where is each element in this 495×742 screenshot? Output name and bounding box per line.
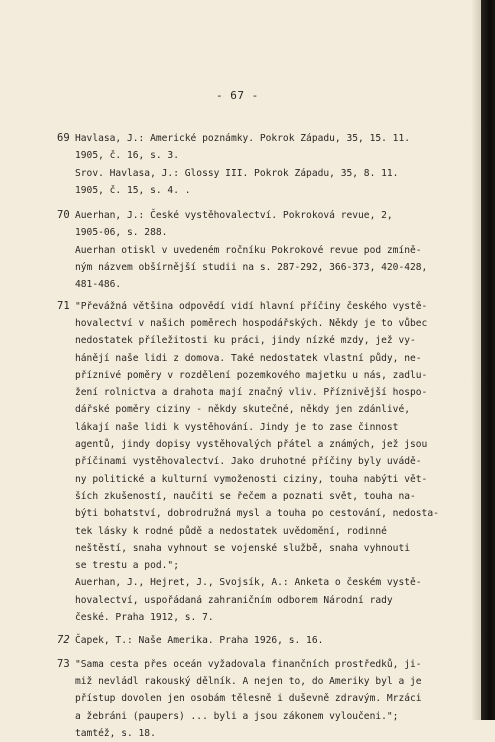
note-line: "Převážná většina odpovědí vidí hlavní příčiny českého vystě- (75, 300, 428, 312)
note-line: se trestu a pod."; (75, 560, 179, 572)
note-line: Auerhan, J., Hejret, J., Svojsík, A.: Anketa o českém vystě- (75, 577, 422, 589)
note-line: 1905-06, s. 288. (75, 227, 168, 239)
note-line: hovalectví, uspořádaná zahraničním odborem Národní rady (75, 594, 393, 606)
note-number: 73 (57, 657, 70, 670)
note-line: 1905, č. 15, s. 4. . (75, 184, 191, 196)
note-line: býti bohatství, dobrodružná mysl a touha po cestování, nedosta- (75, 508, 439, 520)
page-number: - 67 - (216, 89, 259, 102)
note-line: dářské poměry ciziny - někdy skutečné, někdy jen zdánlivé, (75, 404, 411, 416)
note-line: neštěstí, snaha vyhnout se vojenské službě, snaha vyhnouti (75, 542, 411, 554)
note-number: 72 (57, 634, 70, 647)
note-line: tamtéž, s. 18. (75, 727, 156, 739)
note-line: Auerhan, J.: České vystěhovalectví. Pokroková revue, 2, (75, 210, 393, 222)
note-73 (0, 656, 480, 742)
note-line: žení rolnictva a drahota mají značný vliv. Příznivější hospo- (75, 387, 428, 399)
note-line: "Sama cesta přes oceán vyžadovala finančních prostředků, ji- (75, 658, 422, 670)
binding-edge (481, 0, 495, 720)
note-line: 481-486. (75, 279, 122, 291)
note-line: Havlasa, J.: Americké poznámky. Pokrok Západu, 35, 15. 11. (75, 133, 411, 144)
note-line: hovalectví v našich poměrech hospodářských. Někdy je to vůbec (75, 317, 428, 329)
note-number: 70 (57, 209, 70, 222)
note-line: české. Praha 1912, s. 7. (75, 612, 214, 624)
note-line: Srov. Havlasa, J.: Glossy III. Pokrok Západu, 35, 8. 11. (75, 167, 399, 179)
note-number: 69 (57, 132, 70, 144)
note-line: ny politické a kulturní vymoženosti ciziny, touha nabýti vět- (75, 473, 428, 485)
note-line: příznivé poměry v rozdělení pozemkového majetku u nás, zadlu- (75, 369, 428, 381)
note-line: ších zkušeností, naučiti se řečem a poznati svět, touha na- (75, 490, 416, 502)
note-line: nedostatek příležitosti ku práci, jindy nízké mzdy, jež vy- (75, 335, 416, 347)
note-line: Auerhan otiskl v uvedeném ročníku Pokrokové revue pod zmíně- (75, 244, 422, 256)
note-69 (0, 130, 480, 199)
note-line: miž nevládl rakouský dělník. A nejen to, do Ameriky byl a je (75, 675, 422, 687)
note-line: 1905, č. 16, s. 3. (75, 150, 179, 162)
note-72 (0, 632, 480, 649)
note-line: hánějí naše lidi z domova. Také nedostatek vlastní půdy, ne- (75, 352, 422, 364)
note-line: a žebráni (paupers) ... byli a jsou zákonem vyloučeni."; (75, 710, 399, 722)
note-71 (0, 298, 480, 627)
note-line: příčinami vystěhovalectví. Jako druhotné příčiny byly uvádě- (75, 456, 422, 468)
note-line: agentů, jindy dopisy vystěhovalých přátel a známých, jež jsou (75, 439, 428, 451)
note-line: ným názvem obšírnější studii na s. 287-292, 366-373, 420-428, (75, 262, 428, 274)
note-number: 71 (57, 299, 70, 312)
note-line: Čapek, T.: Naše Amerika. Praha 1926, s. 16. (75, 635, 324, 647)
note-line: tek lásky k rodné půdě a nedostatek uvědomění, rodinné (75, 525, 387, 537)
note-line: přístup dovolen jen osobám tělesně i duševně zdravým. Mrzáci (75, 693, 422, 705)
note-line: lákají naše lidi k vystěhování. Jindy je to zase činnost (75, 421, 399, 433)
footnotes (0, 130, 480, 742)
note-70 (0, 207, 480, 293)
